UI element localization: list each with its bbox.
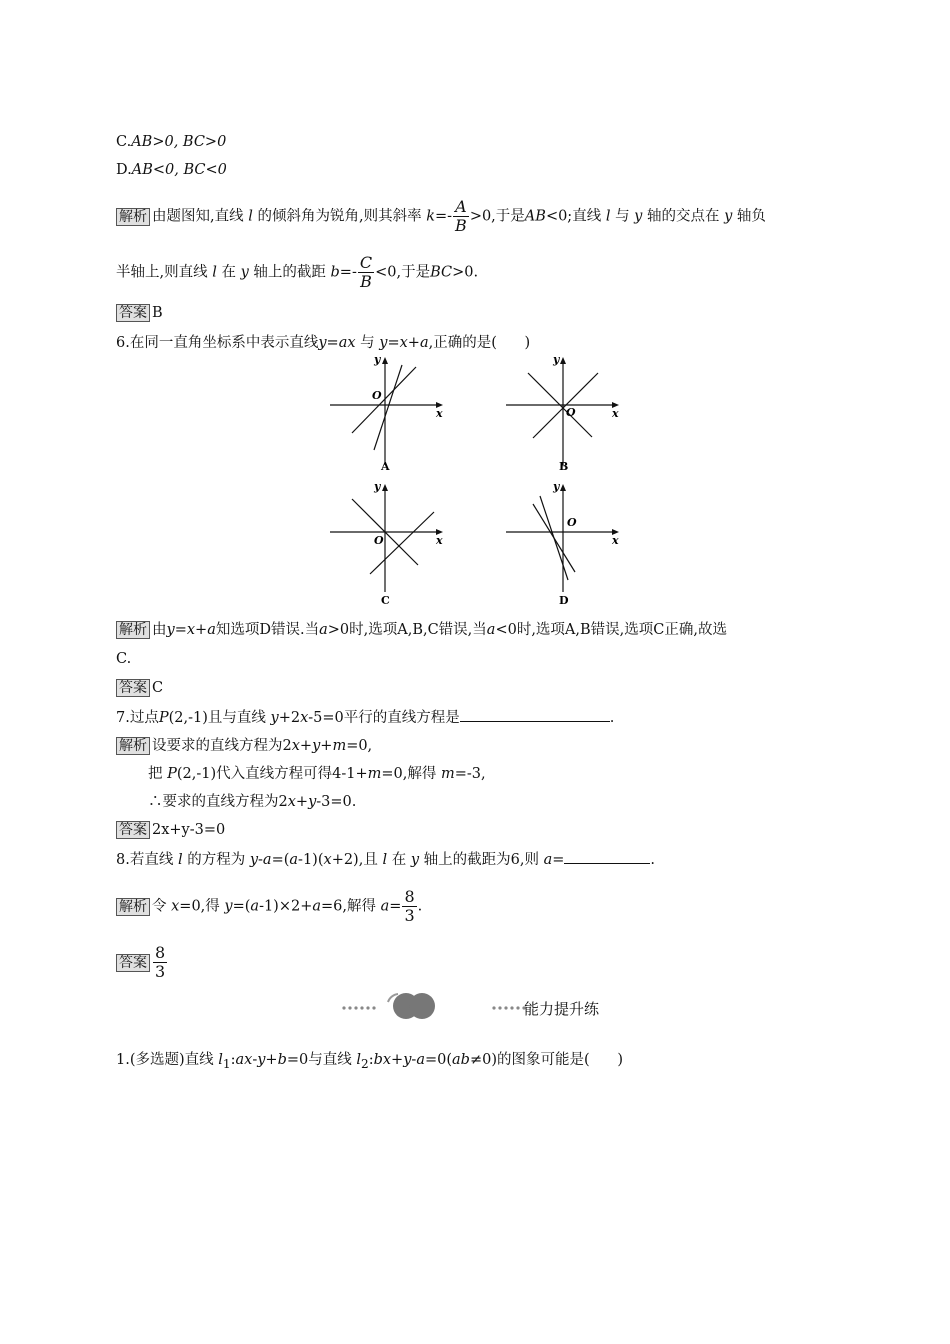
q6-analysis-cont: C. <box>116 651 132 667</box>
svg-text:O: O <box>566 406 576 419</box>
graph-label-c: C <box>381 594 390 607</box>
q7-answer-blank[interactable] <box>460 707 610 722</box>
q8-answer-blank[interactable] <box>564 849 650 864</box>
axis-y-label: y <box>374 353 381 366</box>
q1-stem: 1.(多选题)直线 $l_1:ax-y+b=0$与直线 $l_2:bx+y-a=0(ab\ne 0)$的图象可能是( ) <box>116 1052 623 1071</box>
q8-answer: 答案 $\frac{8}{3}$ <box>116 944 168 981</box>
fraction-c-over-b: $\frac{C}{B}$ <box>359 253 373 291</box>
option-d: D.AB<0, BC<0 <box>116 162 227 178</box>
fraction-a-over-b: $\frac{A}{B}$ <box>455 197 467 235</box>
svg-text:x: x <box>436 534 443 547</box>
q7-stem: 7.过点P(2,-1)且与直线 y+2x-5=0平行的直线方程是 . <box>116 707 614 728</box>
q7-analysis-line3: ∴要求的直线方程为2x+y-3=0. <box>148 794 357 810</box>
q7-analysis-line2: 把 P(2,-1)代入直线方程可得4-1+m=0,解得 m=-3, <box>148 766 486 782</box>
svg-text:O: O <box>374 534 384 547</box>
svg-text:y: y <box>553 353 560 366</box>
svg-text:y: y <box>374 480 381 493</box>
graph-b <box>506 355 626 475</box>
svg-text:y: y <box>553 480 560 493</box>
q7-answer: 答案 2x+y-3=0 <box>116 820 225 840</box>
q6-analysis: 解析 由y=x+a知选项D错误.当a>0时,选项A,B,C错误,当a<0时,选项A,B错误,选项C正确,故选 <box>116 620 727 640</box>
svg-text:x: x <box>612 534 619 547</box>
svg-text:x: x <box>612 407 619 420</box>
q8-stem: 8.若直线 l 的方程为 y-a=(a-1)(x+2),且 l 在 y 轴上的截距为6,则 a= . <box>116 849 655 870</box>
graph-a <box>330 355 450 475</box>
q5-answer: 答案 B <box>116 303 163 323</box>
option-c: C.AB>0, BC>0 <box>116 134 227 150</box>
analysis-tag: 解析 <box>116 208 150 226</box>
axis-x-label: x <box>436 407 443 420</box>
graph-d <box>506 480 626 607</box>
q5-analysis-line2: 半轴上,则直线 l 在 y 轴上的截距 b=- $\frac{C}{B}$ <0,于是BC>0. <box>116 253 479 291</box>
q5-analysis-line1: 解析 由题图知,直线 l 的倾斜角为锐角,则其斜率 k=- $\frac{A}{B}$ >0,于是AB<0;直线 l 与 y 轴的交点在 y 轴负 <box>116 198 766 235</box>
option-c-text: AB>0, BC>0 <box>131 134 227 150</box>
option-d-text: AB<0, BC<0 <box>131 162 227 178</box>
section-title: 能力提升练 <box>524 1000 600 1018</box>
svg-text:O: O <box>567 516 577 529</box>
graph-c <box>330 480 450 607</box>
answer-tag: 答案 <box>116 304 150 322</box>
graph-label-a: A <box>381 460 390 473</box>
answer-fraction: $\frac{8}{3}$ <box>155 943 166 981</box>
q6-answer: 答案 C <box>116 678 163 698</box>
q6-stem: 6.在同一直角坐标系中表示直线y=ax 与 y=x+a,正确的是( ) <box>116 335 531 351</box>
graph-label-b: B <box>559 460 569 473</box>
fraction-eight-thirds: $\frac{8}{3}$ <box>404 887 415 925</box>
graph-label-d: D <box>559 594 569 607</box>
q8-analysis: 解析 令 x=0,得 y=(a-1)×2+a=6,解得 a= $\frac{8}{3}$ . <box>116 888 422 925</box>
q7-analysis-line1: 解析 设要求的直线方程为2x+y+m=0, <box>116 736 372 756</box>
origin-label: O <box>372 389 382 402</box>
